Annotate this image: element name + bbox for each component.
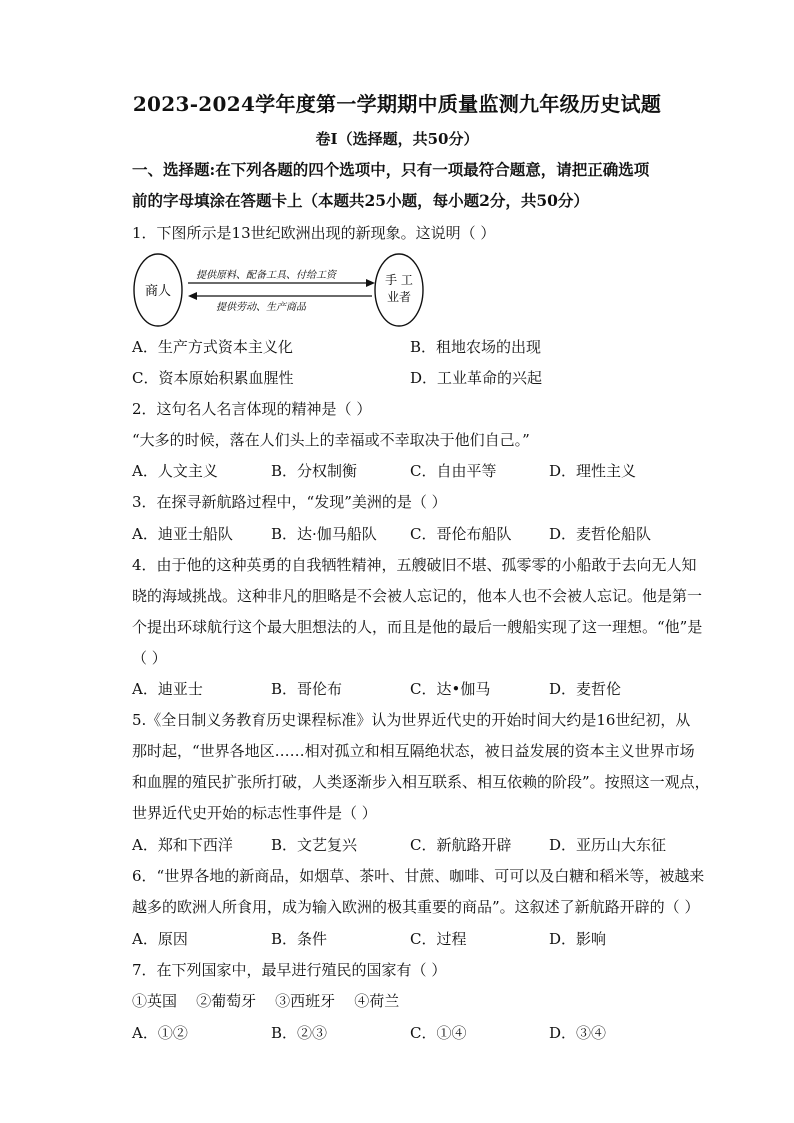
top-arrow-label: 提供原料、配备工具、付给工资 xyxy=(196,270,336,281)
q1-option-b: B．租地农场的出现 xyxy=(410,338,542,356)
q3-stem: 3．在探寻新航路过程中，“发现”美洲的是（ ） xyxy=(132,493,447,511)
q5-option-a: A．郑和下西洋 xyxy=(132,836,233,854)
section-instruction-line1: 一、选择题:在下列各题的四个选项中，只有一项最符合题意，请把正确选项 xyxy=(132,160,650,179)
q2-stem: 2．这句名人名言体现的精神是（ ） xyxy=(132,400,372,418)
q1-option-c: C．资本原始积累血腥性 xyxy=(132,369,294,387)
q7-option-d: D．③④ xyxy=(549,1024,607,1042)
top-arrowhead xyxy=(366,279,375,287)
q7-option-b: B．②③ xyxy=(271,1024,328,1042)
q1-option-a: A．生产方式资本主义化 xyxy=(132,338,293,356)
q3-option-a: A．迪亚士船队 xyxy=(132,525,233,543)
q5-option-b: B．文艺复兴 xyxy=(271,836,358,854)
q7-option-a: A．①② xyxy=(132,1024,188,1042)
q6-option-b: B．条件 xyxy=(271,930,328,948)
q6-option-c: C．过程 xyxy=(410,930,467,948)
bottom-arrow-label: 提供劳动、生产商品 xyxy=(216,302,306,313)
bottom-arrowhead xyxy=(188,292,197,300)
q4-line1: 4．由于他的这种英勇的自我牺牲精神，五艘破旧不堪、孤零零的小船敢于去向无人知 xyxy=(132,556,697,574)
q4-option-c: C．达•伽马 xyxy=(410,680,491,698)
q2-option-a: A．人文主义 xyxy=(132,462,218,480)
q2-option-d: D．理性主义 xyxy=(549,462,637,480)
q5-line1: 5.《全日制义务教育历史课程标准》认为世界近代史的开始时间大约是16世纪初，从 xyxy=(132,711,691,729)
q5-line4: 世界近代史开始的标志性事件是（ ） xyxy=(132,804,377,822)
q2-option-b: B．分权制衡 xyxy=(271,462,358,480)
q4-line2: 晓的海域挑战。这种非凡的胆略是不会被人忘记的，他本人也不会被人忘记。他是第一 xyxy=(132,587,703,605)
q5-option-c: C．新航路开辟 xyxy=(410,836,512,854)
section-instruction-line2: 前的字母填涂在答题卡上（本题共25小题，每小题2分，共50分） xyxy=(132,191,589,210)
q2-option-c: C．自由平等 xyxy=(410,462,497,480)
merchant-label: 商人 xyxy=(144,284,172,299)
q5-line2: 那时起，“世界各地区……相对孤立和相互隔绝状态，被日益发展的资本主义世界市场 xyxy=(132,742,695,760)
q5-line3: 和血腥的殖民扩张所打破，人类逐渐步入相互联系、相互依赖的阶段”。按照这一观点， xyxy=(132,773,710,791)
q7-stem: 7．在下列国家中，最早进行殖民的国家有（ ） xyxy=(132,961,447,979)
q3-option-b: B．达·伽马船队 xyxy=(271,525,377,543)
q7-option-c: C．①④ xyxy=(410,1024,467,1042)
q4-option-a: A．迪亚士 xyxy=(132,680,203,698)
q2-quote: “大多的时候，落在人们头上的幸福或不幸取决于他们自己。” xyxy=(132,431,530,449)
craftsman-label-line2: 业者 xyxy=(386,290,412,304)
q7-items: ①英国 ②葡萄牙 ③西班牙 ④荷兰 xyxy=(132,992,400,1010)
q5-option-d: D．亚历山大东征 xyxy=(549,836,667,854)
q4-line4: （ ） xyxy=(132,649,167,667)
q4-line3: 个提出环球航行这个最大胆想法的人，而且是他的最后一艘船实现了这一理想。“他”是 xyxy=(132,618,703,636)
q6-option-a: A．原因 xyxy=(132,930,188,948)
q3-option-c: C．哥伦布船队 xyxy=(410,525,512,543)
q4-option-d: D．麦哲伦 xyxy=(549,680,622,698)
q1-option-d: D．工业革命的兴起 xyxy=(410,369,543,387)
q3-option-d: D．麦哲伦船队 xyxy=(549,525,652,543)
q6-option-d: D．影响 xyxy=(549,930,607,948)
q6-line1: 6．“世界各地的新商品，如烟草、茶叶、甘蔗、咖啡、可可以及白糖和稻米等，被越来 xyxy=(132,867,705,885)
q6-line2: 越多的欧洲人所食用，成为输入欧洲的极其重要的商品”。这叙述了新航路开辟的（ ） xyxy=(132,898,700,916)
page-title: 2023-2024学年度第一学期期中质量监测九年级历史试题 xyxy=(132,92,662,116)
q1-stem: 1．下图所示是13世纪欧洲出现的新现象。这说明（ ） xyxy=(132,224,496,242)
q1-diagram xyxy=(132,250,432,330)
page-subtitle: 卷Ⅰ（选择题，共50分） xyxy=(315,130,479,148)
craftsman-label-line1: 手 工 xyxy=(385,273,413,287)
q4-option-b: B．哥伦布 xyxy=(271,680,343,698)
